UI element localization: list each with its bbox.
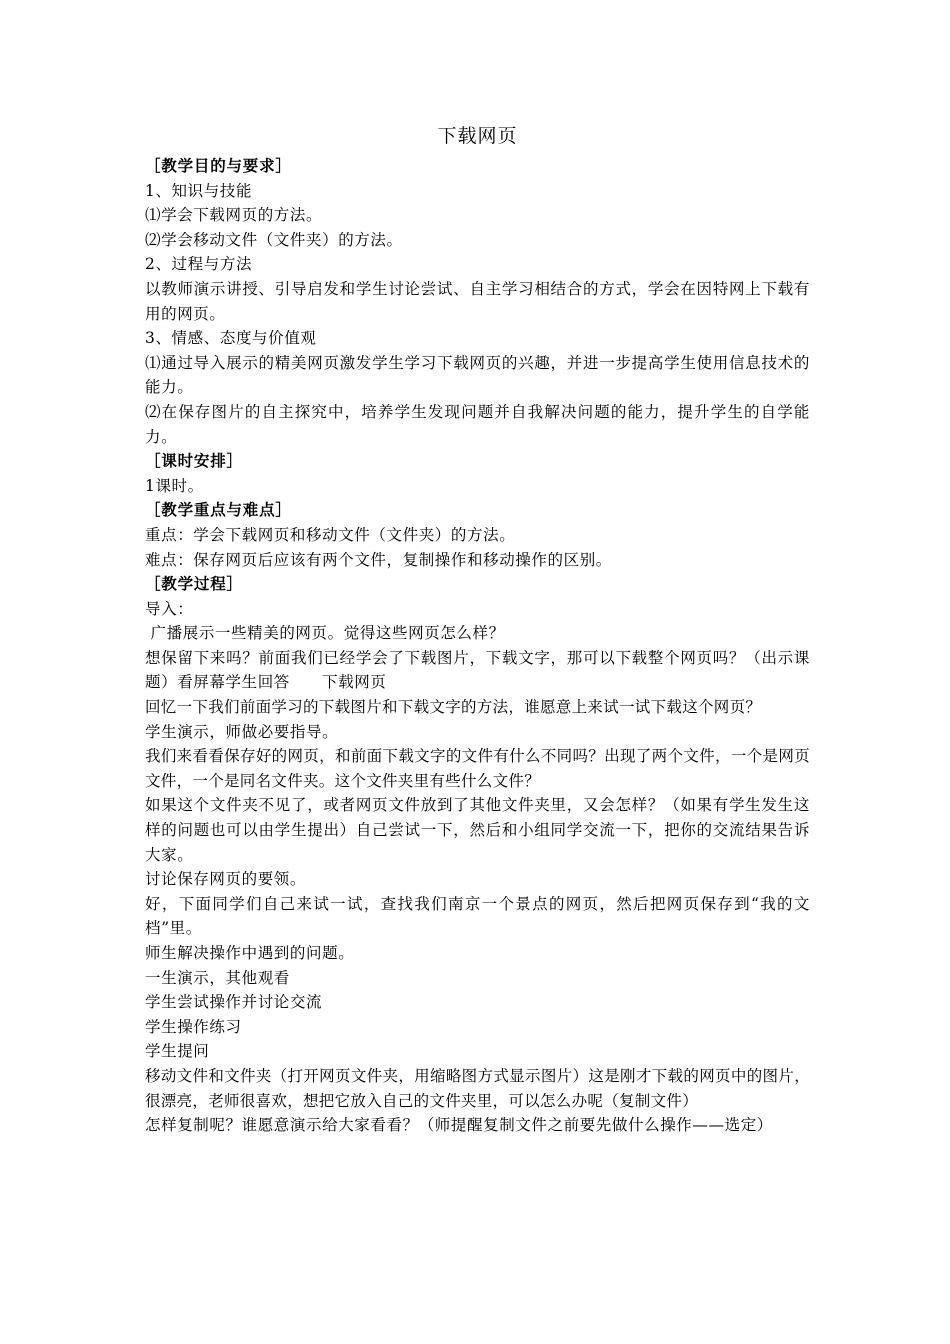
paragraph: 如果这个文件夹不见了，或者网页文件放到了其他文件夹里，又会怎样？（如果有学生发生这样的问题也可以由学生提出）自己尝试一下，然后和小组同学交流一下，把你的交流结果告诉大家。 (145, 796, 810, 864)
paragraph: ⑴学会下载网页的方法。 (145, 206, 323, 225)
paragraph: ⑵学会移动文件（文件夹）的方法。 (145, 230, 403, 249)
paragraph: 3、情感、态度与价值观 (145, 329, 317, 348)
paragraph: 广播展示一些精美的网页。觉得这些网页怎么样？ (145, 624, 505, 643)
section-heading-process: ［教学过程］ (145, 575, 243, 594)
paragraph: 想保留下来吗？前面我们已经学会了下载图片，下载文字，那可以下载整个网页吗？（出示课题）看屏幕学生回答 下载网页 (145, 648, 810, 692)
paragraph: 移动文件和文件夹（打开网页文件夹，用缩略图方式显示图片）这是刚才下载的网页中的图片，很漂亮，老师很喜欢，想把它放入自己的文件夹里，可以怎么办呢（复制文件） (145, 1066, 810, 1110)
paragraph: 学生操作练习 (145, 1017, 242, 1036)
paragraph: 重点：学会下载网页和移动文件（文件夹）的方法。 (145, 525, 516, 544)
document-page (145, 118, 810, 1138)
paragraph: 1、知识与技能 (145, 181, 253, 200)
paragraph: 难点：保存网页后应该有两个文件，复制操作和移动操作的区别。 (145, 550, 612, 569)
document-title: 下载网页 (437, 125, 518, 147)
paragraph: 以教师演示讲授、引导启发和学生讨论尝试、自主学习相结合的方式，学会在因特网上下载有用的网页。 (145, 279, 810, 323)
paragraph: 我们来看看保存好的网页，和前面下载文字的文件有什么不同吗？出现了两个文件，一个是网页文件，一个是同名文件夹。这个文件夹里有些什么文件？ (145, 747, 810, 790)
paragraph: 2、过程与方法 (145, 255, 253, 274)
paragraph: ⑵在保存图片的自主探究中，培养学生发现问题并自我解决问题的能力，提升学生的自学能力。 (145, 402, 810, 446)
paragraph: ⑴通过导入展示的精美网页激发学生学习下载网页的兴趣，并进一步提高学生使用信息技术的能力。 (145, 353, 810, 397)
paragraph: 好，下面同学们自己来试一试，查找我们南京一个景点的网页，然后把网页保存到“我的文档”里。 (145, 894, 810, 938)
paragraph: 学生演示，师做必要指导。 (145, 722, 339, 741)
paragraph: 怎样复制呢？谁愿意演示给大家看看？（师提醒复制文件之前要先做什么操作——选定） (145, 1116, 773, 1135)
paragraph: 学生提问 (145, 1042, 210, 1061)
paragraph: 一生演示，其他观看 (145, 968, 290, 987)
paragraph: 师生解决操作中遇到的问题。 (145, 944, 355, 962)
section-heading-schedule: ［课时安排］ (145, 452, 243, 471)
section-heading-key-points: ［教学重点与难点］ (145, 501, 292, 520)
paragraph: 学生尝试操作并讨论交流 (145, 993, 323, 1012)
paragraph: 导入： (145, 599, 194, 618)
paragraph: 回忆一下我们前面学习的下载图片和下载文字的方法，谁愿意上来试一试下载这个网页？ (145, 698, 762, 717)
paragraph: 讨论保存网页的要领。 (145, 870, 307, 889)
paragraph: 1课时。 (145, 476, 204, 495)
section-heading-objectives: ［教学目的与要求］ (145, 157, 292, 175)
